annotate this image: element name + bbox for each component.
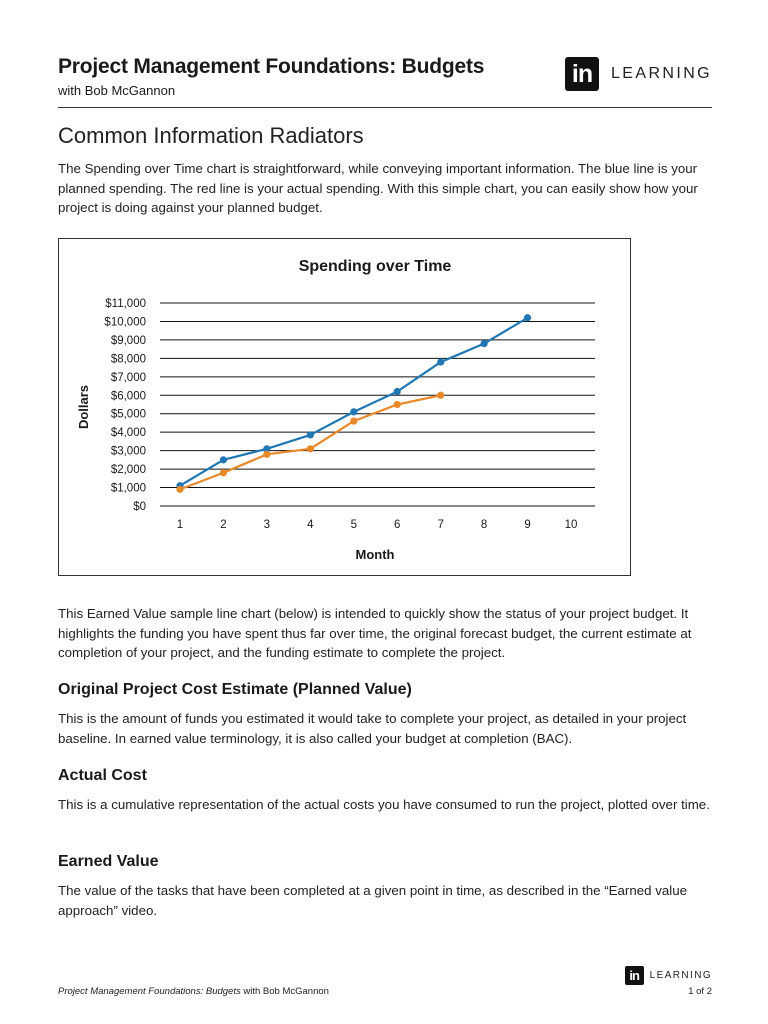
y-tick-label: $3,000: [110, 445, 146, 458]
series-point-2: [220, 469, 227, 476]
series-point-2: [307, 445, 314, 452]
y-tick-label: $2,000: [110, 464, 146, 477]
x-tick-label: 8: [480, 519, 488, 531]
x-tick-label: 3: [263, 519, 271, 531]
footer-course-title: Project Management Foundations: Budgets: [58, 986, 241, 997]
x-tick-label: 7: [437, 519, 444, 531]
spending-chart: [58, 238, 631, 576]
series-point-2: [350, 418, 357, 425]
footer-linkedin-in-icon: in: [625, 966, 644, 985]
document-page: [58, 0, 712, 1024]
x-tick-label: 5: [350, 519, 357, 531]
page-number: 1 of 2: [688, 986, 712, 997]
heading-planned-value: Original Project Cost Estimate (Planned Value): [58, 681, 412, 698]
y-tick-label: $8,000: [110, 353, 146, 366]
x-axis-label: Month: [355, 547, 395, 562]
logo-wordmark: LEARNING: [611, 65, 712, 82]
y-axis-ticks: [104, 298, 146, 513]
earned-value-intro: This Earned Value sample line chart (below) is intended to quickly show the status of your project budget. It highlights the funding you have spent thus far over time, the original forecast budget, the current estimate at completion of your project, and the funding estimate to complete the project.: [58, 606, 692, 660]
series-line-1: [180, 318, 528, 486]
y-tick-label: $6,000: [110, 390, 146, 403]
series-point-1: [307, 431, 314, 438]
y-tick-label: $1,000: [110, 482, 146, 495]
series-point-1: [437, 358, 444, 365]
heading-earned-value: Earned Value: [58, 853, 159, 870]
y-axis-label: Dollars: [76, 384, 91, 430]
linkedin-learning-logo: [565, 57, 712, 91]
course-title: Project Management Foundations: Budgets: [58, 55, 485, 78]
footer-course: [58, 986, 329, 997]
earned-value-paragraph: The value of the tasks that have been completed at a given point in time, as described in the “Earned value approach” video.: [58, 883, 688, 918]
x-tick-label: 6: [394, 519, 401, 531]
x-tick-label: 1: [176, 519, 184, 531]
linkedin-in-icon: in: [565, 57, 599, 91]
intro-paragraph: The Spending over Time chart is straightforward, while conveying important information. The blue line is your planned spending. The red line is your actual spending. With this simple chart, you can easily show how your project is doing against your planned budget.: [58, 161, 698, 215]
section-title: Common Information Radiators: [58, 123, 364, 148]
footer-logo: [625, 966, 712, 985]
series-point-2: [394, 401, 401, 408]
footer-course-author: with Bob McGannon: [240, 986, 329, 997]
x-axis-ticks: [177, 519, 578, 531]
footer-logo-wordmark: LEARNING: [649, 970, 712, 981]
series-point-1: [394, 388, 401, 395]
x-tick-label: 4: [307, 519, 314, 531]
heading-actual-cost: Actual Cost: [58, 767, 147, 784]
y-tick-label: $9,000: [110, 334, 146, 347]
series-point-1: [220, 456, 227, 463]
x-tick-label: 2: [220, 519, 227, 531]
y-tick-label: $4,000: [110, 427, 146, 440]
y-tick-label: $10,000: [104, 316, 146, 329]
x-tick-label: 10: [564, 519, 578, 531]
actual-cost-paragraph: This is a cumulative representation of the actual costs you have consumed to run the project, plotted over time.: [58, 797, 710, 812]
planned-value-paragraph: This is the amount of funds you estimated it would take to complete your project, as detailed in your project baseline. In earned value terminology, it is also called your budget at completion (BAC).: [58, 711, 687, 746]
x-tick-label: 9: [524, 519, 531, 531]
y-tick-label: $5,000: [110, 408, 146, 421]
y-tick-label: $0: [133, 501, 146, 513]
series-point-2: [437, 392, 444, 399]
series-line-2: [180, 395, 441, 489]
y-tick-label: $7,000: [110, 371, 146, 384]
series-point-1: [481, 340, 488, 347]
series-point-1: [524, 314, 531, 321]
series-point-2: [176, 486, 183, 493]
series-point-2: [263, 451, 270, 458]
chart-series: [176, 314, 531, 493]
y-tick-label: $11,000: [105, 298, 146, 310]
course-author: with Bob McGannon: [58, 83, 176, 98]
chart-title: Spending over Time: [298, 258, 452, 275]
spending-chart-svg: [59, 239, 632, 577]
header-divider: [58, 107, 712, 108]
series-point-1: [350, 408, 357, 415]
